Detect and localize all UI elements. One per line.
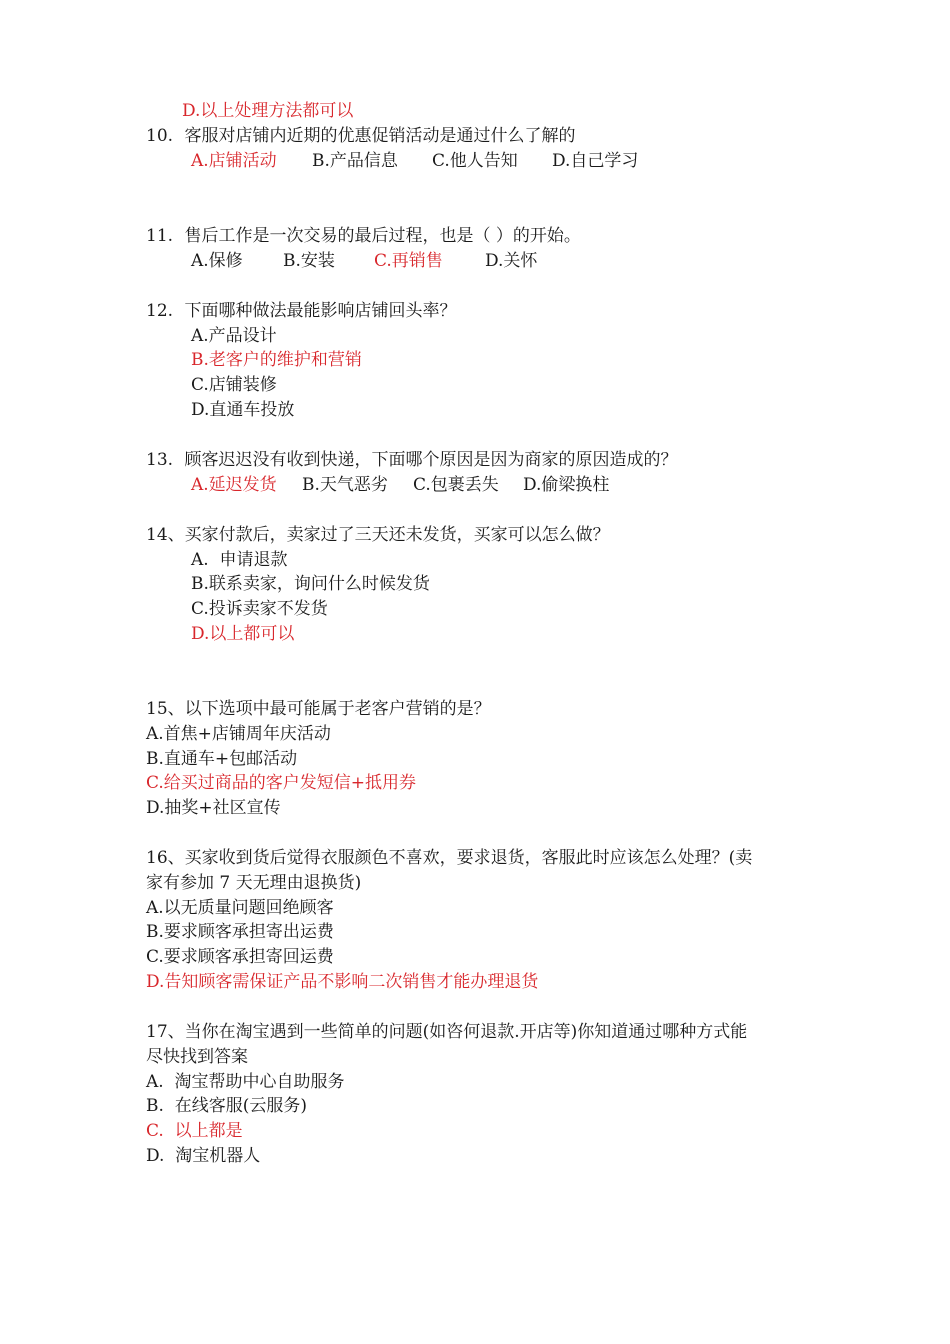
q11-options (191, 249, 537, 273)
q15-option-b: B.直通车+包邮活动 (146, 749, 298, 769)
q16-option-c: C.要求顾客承担寄回运费 (146, 947, 334, 967)
q10-option-c: C.他人告知 (432, 151, 518, 171)
q12-text: 下面哪种做法最能影响店铺回头率？ (184, 301, 457, 321)
q17-option-c: C. 以上都是 (146, 1121, 243, 1141)
q10-number: 10. (146, 126, 174, 146)
q10-stem (146, 124, 575, 148)
q12-stem (146, 299, 456, 323)
q13-stem (146, 448, 677, 472)
q12-option-d: D.直通车投放 (191, 400, 295, 420)
q11-option-b: B.安装 (283, 251, 335, 271)
q16-stem-line2: 家有参加 7 天无理由退换货) (146, 873, 362, 893)
q17-option-b: B. 在线客服(云服务) (146, 1096, 307, 1116)
q10-option-a: A.店铺活动 (191, 151, 277, 171)
q16-option-d: D.告知顾客需保证产品不影响二次销售才能办理退货 (146, 972, 539, 992)
q10-option-b: B.产品信息 (312, 151, 398, 171)
q11-option-a: A.保修 (191, 251, 243, 271)
q16-option-a: A.以无质量问题回绝顾客 (146, 898, 334, 918)
q16-stem-line1: 16、买家收到货后觉得衣服颜色不喜欢，要求退货，客服此时应该怎么处理？(卖 (146, 848, 753, 868)
q11-option-d: D.关怀 (485, 251, 538, 271)
q17-option-d: D. 淘宝机器人 (146, 1146, 261, 1166)
q13-option-b: B.天气恶劣 (302, 475, 388, 495)
q10-options (191, 149, 638, 173)
q10-text: 客服对店铺内近期的优惠促销活动是通过什么了解的 (184, 126, 576, 146)
q14-stem: 14、买家付款后，卖家过了三天还未发货，买家可以怎么做？ (146, 525, 610, 545)
q12-option-b: B.老客户的维护和营销 (191, 350, 362, 370)
q9-option-d: D.以上处理方法都可以 (182, 101, 354, 121)
q14-option-b: B.联系卖家，询问什么时候发货 (191, 574, 430, 594)
q15-option-a: A.首焦+店铺周年庆活动 (146, 724, 331, 744)
q11-option-c: C.再销售 (374, 251, 443, 271)
q10-option-d: D.自己学习 (552, 151, 639, 171)
q13-number: 13. (146, 450, 174, 470)
q14-option-a: A. 申请退款 (191, 550, 288, 570)
q15-option-d: D.抽奖+社区宣传 (146, 798, 281, 818)
q13-text: 顾客迟迟没有收到快递，下面哪个原因是因为商家的原因造成的？ (184, 450, 678, 470)
q17-stem-line1: 17、当你在淘宝遇到一些简单的问题(如咨何退款.开店等)你知道通过哪种方式能 (146, 1022, 748, 1042)
q15-option-c: C.给买过商品的客户发短信+抵用券 (146, 773, 417, 793)
q11-number: 11. (146, 226, 174, 246)
q13-option-d: D.偷梁换柱 (523, 475, 610, 495)
q13-options (191, 473, 609, 497)
q12-number: 12. (146, 301, 174, 321)
q12-option-a: A.产品设计 (191, 326, 277, 346)
q11-text: 售后工作是一次交易的最后过程，也是（ ）的开始。 (184, 226, 581, 246)
q14-option-c: C.投诉卖家不发货 (191, 599, 328, 619)
q17-stem-line2: 尽快找到答案 (146, 1047, 248, 1067)
q13-option-c: C.包裹丢失 (413, 475, 499, 495)
q16-option-b: B.要求顾客承担寄出运费 (146, 922, 334, 942)
q13-option-a: A.延迟发货 (191, 475, 277, 495)
q15-stem: 15、以下选项中最可能属于老客户营销的是？ (146, 699, 491, 719)
q12-option-c: C.店铺装修 (191, 375, 277, 395)
q14-option-d: D.以上都可以 (191, 624, 295, 644)
q17-option-a: A. 淘宝帮助中心自助服务 (146, 1072, 345, 1092)
q11-stem (146, 224, 581, 248)
